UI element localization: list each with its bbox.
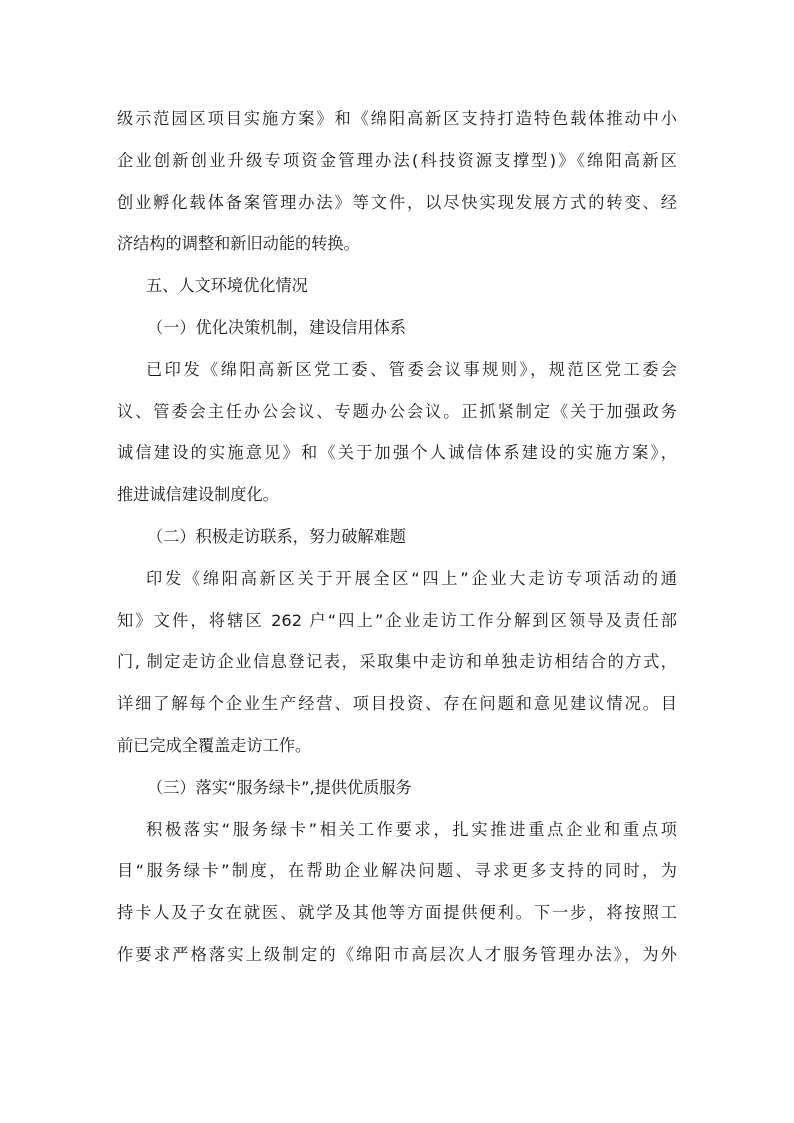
paragraph-line: 持卡人及子女在就医、就学及其他等方面提供便利。下一步，将按照工 <box>117 903 677 923</box>
section-heading: 五、人文环境优化情况 <box>146 276 308 296</box>
paragraph-line: 企业创新创业升级专项资金管理办法(科技资源支撑型)》《绵阳高新区 <box>117 150 677 170</box>
paragraph-line: 印发《绵阳高新区关于开展全区“四上”企业大走访专项活动的通 <box>146 568 677 588</box>
paragraph-line: 创业孵化载体备案管理办法》等文件，以尽快实现发展方式的转变、经 <box>117 192 677 212</box>
paragraph-line: 级示范园区项目实施方案》和《绵阳高新区支持打造特色载体推动中小 <box>117 109 677 128</box>
paragraph-line: 知》文件，将辖区 262 户“四上”企业走访工作分解到区领导及责任部 <box>117 610 677 630</box>
paragraph-line: 推进诚信建设制度化。 <box>117 485 279 505</box>
paragraph-line: 议、管委会主任办公会议、专题办公会议。正抓紧制定《关于加强政务 <box>117 401 677 421</box>
paragraph-line: 目“服务绿卡”制度，在帮助企业解决问题、寻求更多支持的同时，为 <box>117 861 677 881</box>
paragraph-line: 前已完成全覆盖走访工作。 <box>117 735 312 755</box>
subsection-heading: （三）落实“服务绿卡”,提供优质服务 <box>147 777 412 797</box>
subsection-heading: （一）优化决策机制，建设信用体系 <box>147 317 406 337</box>
paragraph-line: 积极落实“服务绿卡”相关工作要求，扎实推进重点企业和重点项 <box>146 819 677 839</box>
paragraph-line: 详细了解每个企业生产经营、项目投资、存在问题和意见建议情况。目 <box>117 694 677 714</box>
document-body <box>117 98 677 976</box>
paragraph-line: 已印发《绵阳高新区党工委、管委会议事规则》，规范区党工委会 <box>146 359 677 379</box>
subsection-heading: （二）积极走访联系，努力破解难题 <box>147 526 406 546</box>
paragraph-line: 济结构的调整和新旧动能的转换。 <box>117 234 360 254</box>
paragraph-line: 作要求严格落实上级制定的《绵阳市高层次人才服务管理办法》，为外 <box>117 944 677 964</box>
paragraph-line: 门, 制定走访企业信息登记表，采取集中走访和单独走访相结合的方式， <box>117 652 677 672</box>
paragraph-line: 诚信建设的实施意见》和《关于加强个人诚信体系建设的实施方案》， <box>117 443 677 463</box>
